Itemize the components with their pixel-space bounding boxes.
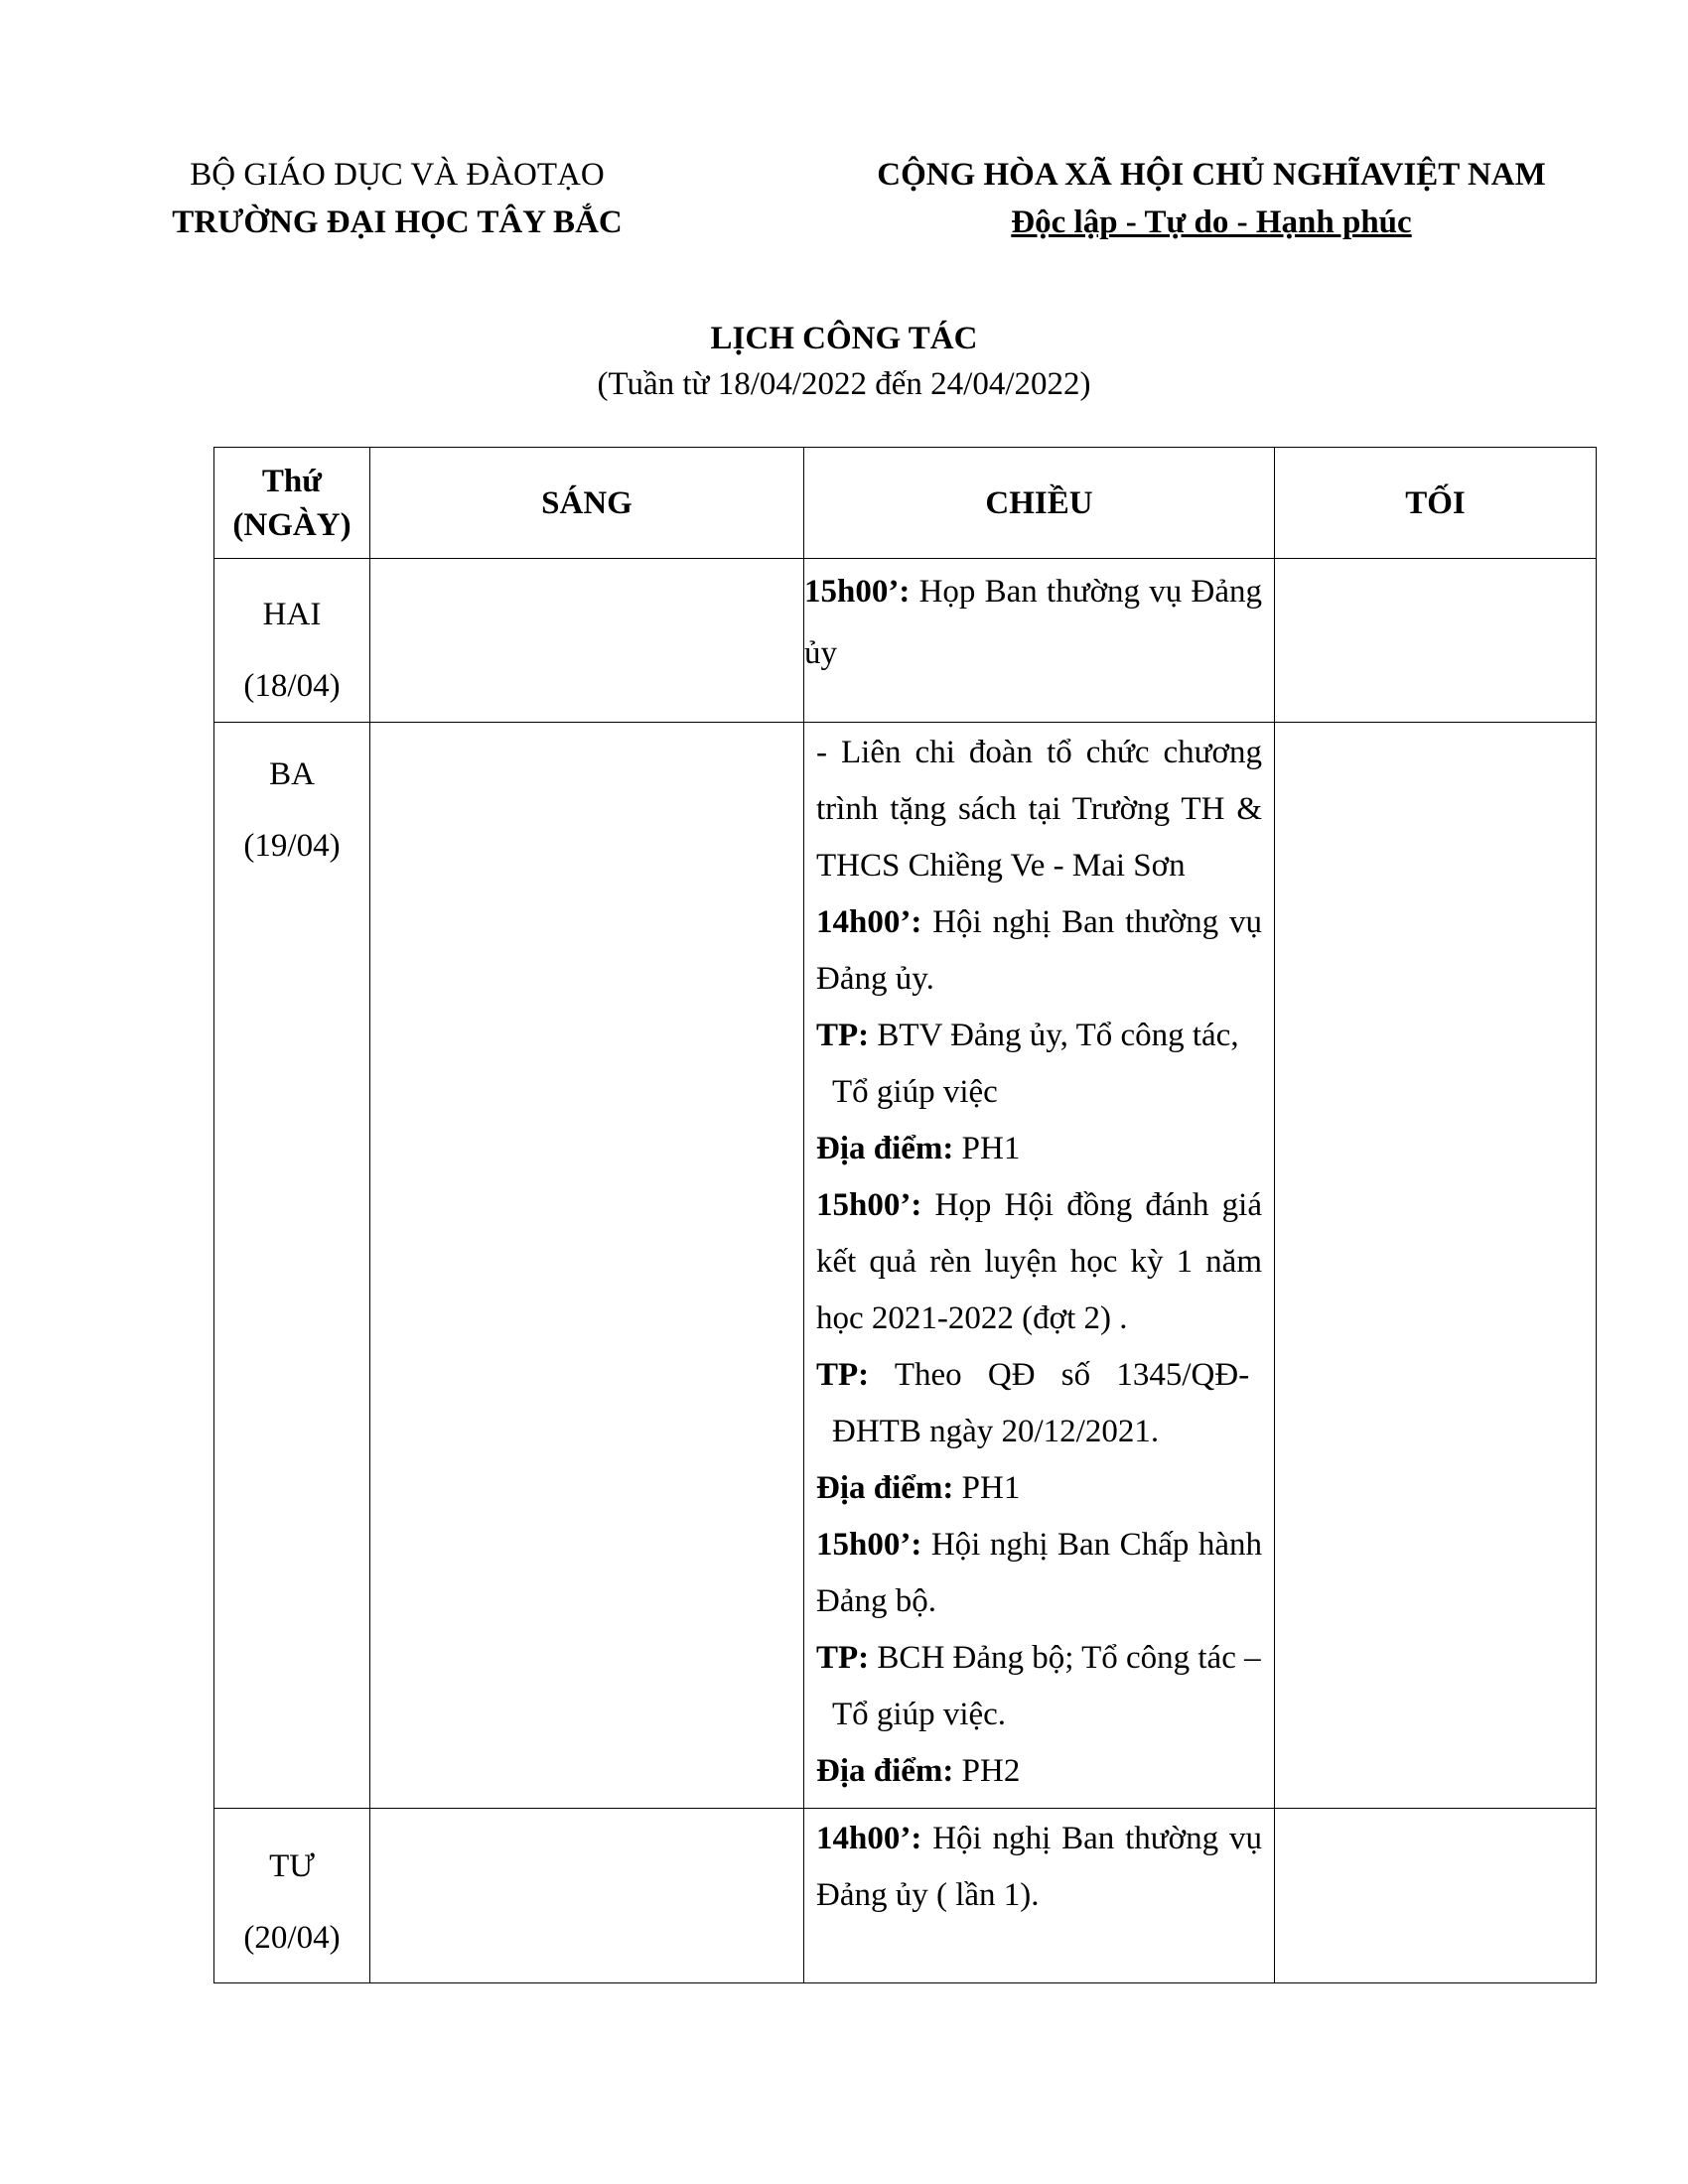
day-name: HAI [262, 597, 322, 632]
location-label: Địa điểm: [816, 1753, 954, 1789]
schedule-entry [816, 1517, 1262, 1630]
participants-cont: Tổ giúp việc. [832, 1697, 1007, 1732]
entry-text: Hội nghị Ban Chấp hành Đảng bộ. [816, 1527, 1262, 1619]
participants-cont: Tổ giúp việc [832, 1074, 998, 1110]
header-day-line1: Thứ [261, 463, 323, 499]
afternoon-cell [804, 559, 1275, 723]
entry-text: Hội nghị Ban thường vụ Đảng ủy ( lần 1). [816, 1821, 1262, 1913]
country-name: CỘNG HÒA XÃ HỘI CHỦ NGHĨAVIỆT NAM [877, 157, 1546, 193]
table-row [214, 1809, 1597, 1983]
location-text: PH1 [953, 1131, 1021, 1166]
page-subtitle: (Tuần từ 18/04/2022 đến 24/04/2022) [597, 366, 1091, 402]
table-row [214, 723, 1597, 1809]
header-left [139, 151, 655, 246]
location-label: Địa điểm: [816, 1131, 954, 1166]
day-date: (18/04) [243, 668, 341, 704]
evening-cell [1275, 723, 1597, 1809]
schedule-entry [816, 894, 1262, 1008]
header-right [834, 151, 1589, 246]
header-morning: SÁNG [370, 448, 804, 559]
entry-text: Họp Hội đồng đánh giá kết quả rèn luyện học kỳ 1 năm học 2021-2022 (đợt 2) . [816, 1187, 1262, 1336]
entry-time: 14h00’: [816, 904, 922, 940]
entry-location [816, 1460, 1262, 1517]
morning-cell [370, 559, 804, 723]
entry-time: 15h00’: [816, 1187, 922, 1223]
participants-text: BTV Đảng ủy, Tổ công tác, [869, 1018, 1239, 1053]
day-name: BA [269, 756, 315, 792]
location-text: PH1 [953, 1470, 1021, 1506]
participants-label: TP: [816, 1018, 870, 1053]
day-cell [214, 1809, 370, 1983]
location-text: PH2 [953, 1753, 1021, 1789]
header-day [214, 448, 370, 559]
header-evening: TỐI [1275, 448, 1597, 559]
day-date: (19/04) [243, 828, 341, 864]
location-label: Địa điểm: [816, 1470, 954, 1506]
day-date: (20/04) [243, 1920, 341, 1956]
entry-text: Hội nghị Ban thường vụ Đảng ủy. [816, 904, 1262, 997]
school-name: TRƯỜNG ĐẠI HỌC TÂY BẮC [172, 205, 623, 240]
evening-cell [1275, 1809, 1597, 1983]
afternoon-cell [804, 1809, 1275, 1983]
entry-participants [816, 1630, 1262, 1687]
participants-text: Theo QĐ số 1345/QĐ- [869, 1357, 1250, 1393]
entry-time: 15h00’: [804, 574, 911, 610]
entry-location [816, 1743, 1262, 1800]
schedule-table [213, 447, 1597, 1983]
table-header-row [214, 448, 1597, 559]
entry-location [816, 1121, 1262, 1177]
morning-cell [370, 723, 804, 1809]
entry-text: Họp Ban thường vụ Đảng ủy [804, 574, 1262, 671]
header-afternoon: CHIỀU [804, 448, 1275, 559]
day-name: TƯ [269, 1848, 315, 1884]
header-day-line2: (NGÀY) [232, 506, 352, 543]
entry-time: 15h00’: [816, 1527, 922, 1563]
schedule-entry [804, 561, 1262, 684]
participants-label: TP: [816, 1357, 870, 1393]
afternoon-cell [804, 723, 1275, 1809]
entry-intro: - Liên chi đoàn tổ chức chương trình tặng sách tại Trường TH & THCS Chiềng Ve - Mai Sơn [816, 735, 1262, 884]
schedule-entry [816, 1811, 1262, 1924]
table-row [214, 559, 1597, 723]
entry-participants [816, 1008, 1262, 1064]
day-cell [214, 723, 370, 1809]
title-block [0, 316, 1688, 407]
entry-time: 14h00’: [816, 1821, 922, 1856]
schedule-entry [816, 1177, 1262, 1347]
ministry-name: BỘ GIÁO DỤC VÀ ĐÀOTẠO [190, 157, 605, 193]
evening-cell [1275, 559, 1597, 723]
national-motto: Độc lập - Tự do - Hạnh phúc [1011, 205, 1412, 240]
participants-text: BCH Đảng bộ; Tổ công tác – [869, 1640, 1261, 1676]
day-cell [214, 559, 370, 723]
participants-label: TP: [816, 1640, 870, 1676]
entry-participants [816, 1347, 1262, 1404]
page-title: LỊCH CÔNG TÁC [710, 321, 978, 356]
participants-cont: ĐHTB ngày 20/12/2021. [832, 1414, 1160, 1449]
morning-cell [370, 1809, 804, 1983]
